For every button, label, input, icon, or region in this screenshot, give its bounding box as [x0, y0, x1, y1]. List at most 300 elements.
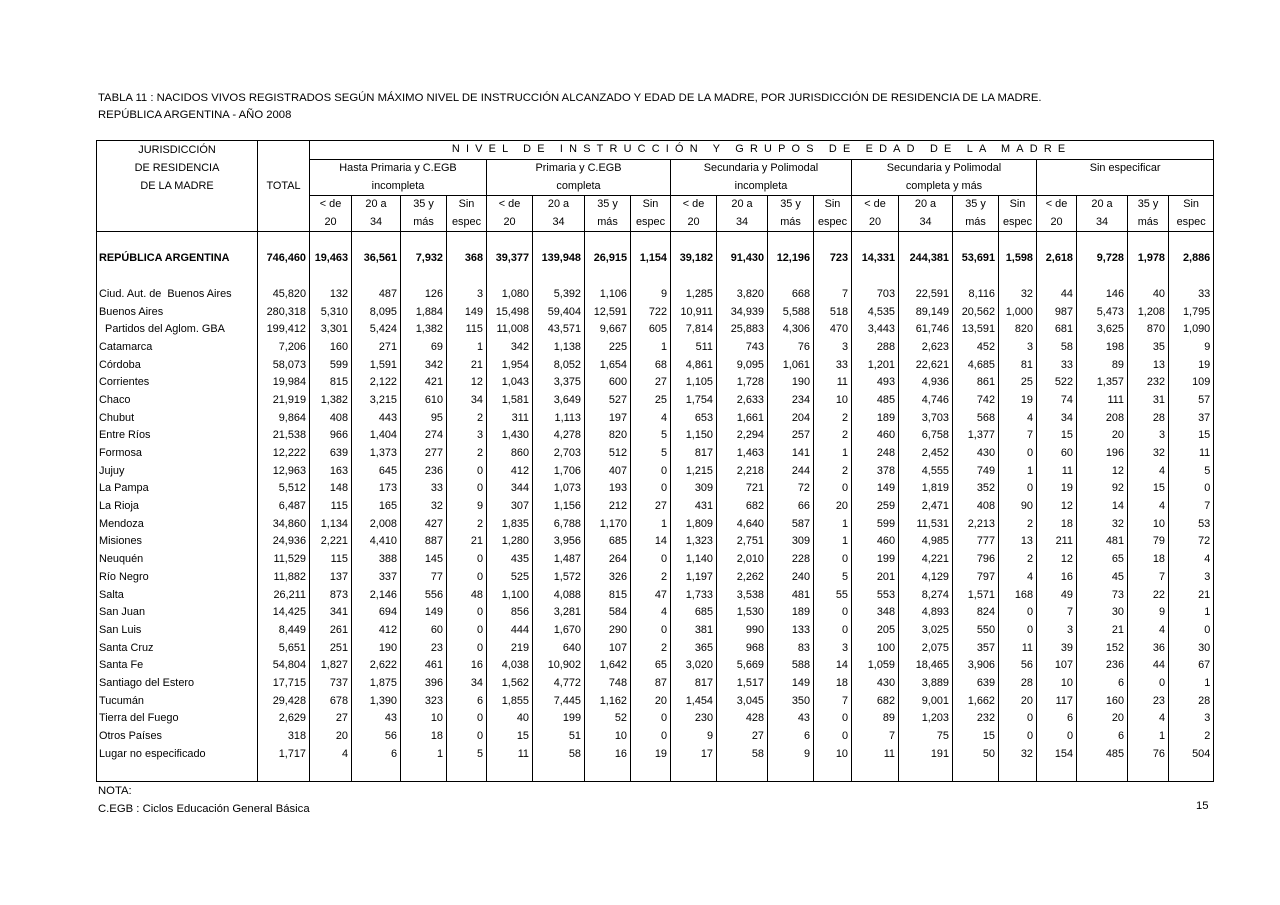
jurisdiction-name: Catamarca [97, 339, 258, 357]
value-cell: 27 [631, 374, 671, 392]
value-cell: 248 [852, 445, 899, 463]
value-cell: 45 [1077, 569, 1128, 587]
sub-header-cell: 35 y [953, 196, 999, 214]
value-cell: 146 [1077, 286, 1128, 304]
value-cell: 6,758 [899, 427, 953, 445]
value-cell: 3 [814, 639, 852, 657]
value-cell: 0 [447, 604, 487, 622]
sub-header-cell: Sin [1169, 196, 1214, 214]
value-cell: 381 [671, 622, 717, 640]
value-cell: 60 [1037, 445, 1077, 463]
value-cell: 76 [1128, 745, 1169, 763]
value-cell: 290 [585, 622, 631, 640]
jurisdiction-name: San Juan [97, 604, 258, 622]
value-cell: 251 [310, 639, 352, 657]
table-row [97, 321, 1214, 339]
sub-header-cell: Sin [631, 196, 671, 214]
value-cell: 2 [447, 409, 487, 427]
value-cell: 33 [1037, 356, 1077, 374]
table-row [97, 374, 1214, 392]
value-cell: 12 [447, 374, 487, 392]
value-cell: 4,555 [899, 462, 953, 480]
page-number: 15 [1196, 800, 1209, 812]
value-cell: 1 [1169, 604, 1214, 622]
value-cell: 2,452 [899, 445, 953, 463]
value-cell: 1,100 [487, 586, 533, 604]
value-cell: 288 [852, 339, 899, 357]
value-cell: 51 [533, 728, 585, 746]
jurisdiction-name: Otros Países [97, 728, 258, 746]
value-cell: 21 [1169, 586, 1214, 604]
juris-header-3: DE LA MADRE [97, 177, 258, 195]
table-title [98, 90, 1042, 124]
value-cell: 19 [1169, 356, 1214, 374]
jurisdiction-name: Chaco [97, 392, 258, 410]
value-cell: 4 [1128, 462, 1169, 480]
value-cell: 527 [585, 392, 631, 410]
value-cell: 742 [953, 392, 999, 410]
value-cell: 27 [310, 710, 352, 728]
value-cell: 817 [671, 675, 717, 693]
value-cell: 2,886 [1169, 250, 1214, 268]
value-cell: 52 [585, 710, 631, 728]
value-cell: 72 [768, 480, 814, 498]
value-cell: 9 [671, 728, 717, 746]
value-cell: 0 [631, 551, 671, 569]
value-cell: 352 [953, 480, 999, 498]
value-cell: 368 [447, 250, 487, 268]
value-cell: 0 [447, 728, 487, 746]
value-cell: 703 [852, 286, 899, 304]
value-cell: 193 [585, 480, 631, 498]
value-cell: 0 [631, 480, 671, 498]
value-cell: 0 [631, 710, 671, 728]
value-cell: 2,751 [717, 533, 768, 551]
value-cell: 4 [999, 569, 1037, 587]
value-cell: 1 [631, 515, 671, 533]
title-line-1: TABLA 11 : NACIDOS VIVOS REGISTRADOS SEGÚN MÁXIMO NIVEL DE INSTRUCCIÓN ALCANZADO Y EDAD DE LA MADRE, POR JURISDICCIÓN DE RESIDENCIA DE LA MADRE. [98, 92, 1042, 104]
value-cell: 1,581 [487, 392, 533, 410]
value-cell: 1,571 [953, 586, 999, 604]
value-cell: 15 [1169, 427, 1214, 445]
value-cell: 115 [310, 551, 352, 569]
value-cell: 56 [999, 657, 1037, 675]
juris-header-1: JURISDICCIÓN [97, 141, 258, 160]
value-cell: 511 [671, 339, 717, 357]
value-cell: 1 [1169, 675, 1214, 693]
value-cell: 15 [1037, 427, 1077, 445]
value-cell: 39,182 [671, 250, 717, 268]
value-cell: 11,008 [487, 321, 533, 339]
value-cell: 640 [533, 639, 585, 657]
value-cell: 2,146 [352, 586, 401, 604]
jurisdiction-name: Partidos del Aglom. GBA [97, 321, 258, 339]
value-cell: 67 [1169, 657, 1214, 675]
value-cell: 2,622 [352, 657, 401, 675]
value-cell: 5 [1169, 462, 1214, 480]
table-row [97, 303, 1214, 321]
value-cell: 682 [852, 692, 899, 710]
value-cell: 257 [768, 427, 814, 445]
jurisdiction-name: Ciud. Aut. de Buenos Aires [97, 286, 258, 304]
sub-header-cell: 34 [899, 214, 953, 232]
sub-header-cell: más [1128, 214, 1169, 232]
value-cell: 28 [1169, 692, 1214, 710]
value-cell: 307 [487, 498, 533, 516]
value-cell: 1,138 [533, 339, 585, 357]
value-cell: 44 [1128, 657, 1169, 675]
value-cell: 91,430 [717, 250, 768, 268]
value-cell: 1,113 [533, 409, 585, 427]
value-cell: 12,196 [768, 250, 814, 268]
value-cell: 4,936 [899, 374, 953, 392]
value-cell: 10 [814, 745, 852, 763]
value-cell: 59,404 [533, 303, 585, 321]
value-cell: 4,640 [717, 515, 768, 533]
group-5-l1: Sin especificar [1037, 159, 1214, 177]
total-cell: 199,412 [258, 321, 310, 339]
sub-header-cell: 20 [852, 214, 899, 232]
value-cell: 173 [352, 480, 401, 498]
value-cell: 1,754 [671, 392, 717, 410]
sub-header-cell: < de [671, 196, 717, 214]
sub-header-cell: espec [631, 214, 671, 232]
value-cell: 69 [401, 339, 447, 357]
value-cell: 7,814 [671, 321, 717, 339]
value-cell: 34 [447, 675, 487, 693]
value-cell: 1,377 [953, 427, 999, 445]
value-cell: 75 [899, 728, 953, 746]
value-cell: 27 [631, 498, 671, 516]
value-cell: 259 [852, 498, 899, 516]
value-cell: 0 [814, 604, 852, 622]
value-cell: 198 [1077, 339, 1128, 357]
value-cell: 682 [717, 498, 768, 516]
value-cell: 3,045 [717, 692, 768, 710]
jurisdiction-name: Neuquén [97, 551, 258, 569]
total-cell: 5,651 [258, 639, 310, 657]
value-cell: 30 [1169, 639, 1214, 657]
value-cell: 271 [352, 339, 401, 357]
value-cell: 15 [1128, 480, 1169, 498]
value-cell: 35 [1128, 339, 1169, 357]
value-cell: 342 [401, 356, 447, 374]
total-cell: 24,936 [258, 533, 310, 551]
table-row [97, 445, 1214, 463]
total-cell: 26,211 [258, 586, 310, 604]
value-cell: 18 [1037, 515, 1077, 533]
value-cell: 796 [953, 551, 999, 569]
table-row [97, 533, 1214, 551]
value-cell: 7 [814, 286, 852, 304]
table-row [97, 427, 1214, 445]
sub-header-cell: 20 a [533, 196, 585, 214]
value-cell: 599 [310, 356, 352, 374]
value-cell: 0 [1169, 622, 1214, 640]
value-cell: 4,535 [852, 303, 899, 321]
value-cell: 34 [447, 392, 487, 410]
total-cell: 318 [258, 728, 310, 746]
jurisdiction-name: San Luis [97, 622, 258, 640]
value-cell: 261 [310, 622, 352, 640]
value-cell: 32 [999, 286, 1037, 304]
value-cell: 20 [310, 728, 352, 746]
value-cell: 160 [1077, 692, 1128, 710]
value-cell: 168 [999, 586, 1037, 604]
value-cell: 1,073 [533, 480, 585, 498]
value-cell: 27 [717, 728, 768, 746]
value-cell: 32 [1077, 515, 1128, 533]
value-cell: 1,357 [1077, 374, 1128, 392]
sub-header-row-1 [97, 196, 1214, 214]
jurisdiction-name: Río Negro [97, 569, 258, 587]
value-cell: 18,465 [899, 657, 953, 675]
value-cell: 12 [1037, 551, 1077, 569]
value-cell: 19,463 [310, 250, 352, 268]
value-cell: 148 [310, 480, 352, 498]
value-cell: 0 [1169, 480, 1214, 498]
value-cell: 189 [768, 604, 814, 622]
value-cell: 7 [814, 692, 852, 710]
sub-header-cell: espec [447, 214, 487, 232]
value-cell: 0 [814, 622, 852, 640]
value-cell: 987 [1037, 303, 1077, 321]
table-row [97, 339, 1214, 357]
value-cell: 53 [1169, 515, 1214, 533]
value-cell: 22 [1128, 586, 1169, 604]
table-row [97, 498, 1214, 516]
total-cell: 17,715 [258, 675, 310, 693]
value-cell: 4,772 [533, 675, 585, 693]
value-cell: 87 [631, 675, 671, 693]
total-cell: 280,318 [258, 303, 310, 321]
value-cell: 443 [352, 409, 401, 427]
value-cell: 694 [352, 604, 401, 622]
value-cell: 412 [352, 622, 401, 640]
value-cell: 1,201 [852, 356, 899, 374]
value-cell: 815 [310, 374, 352, 392]
value-cell: 348 [852, 604, 899, 622]
value-cell: 244,381 [899, 250, 953, 268]
value-cell: 3,625 [1077, 321, 1128, 339]
value-cell: 43,571 [533, 321, 585, 339]
value-cell: 201 [852, 569, 899, 587]
value-cell: 7,445 [533, 692, 585, 710]
value-cell: 9 [447, 498, 487, 516]
value-cell: 3 [1169, 569, 1214, 587]
value-cell: 149 [401, 604, 447, 622]
value-cell: 2 [999, 515, 1037, 533]
value-cell: 1,562 [487, 675, 533, 693]
value-cell: 2 [447, 515, 487, 533]
value-cell: 39 [1037, 639, 1077, 657]
jurisdiction-name: Chubut [97, 409, 258, 427]
value-cell: 219 [487, 639, 533, 657]
value-cell: 5,392 [533, 286, 585, 304]
value-cell: 11,531 [899, 515, 953, 533]
value-cell: 1,280 [487, 533, 533, 551]
value-cell: 1,373 [352, 445, 401, 463]
value-cell: 39,377 [487, 250, 533, 268]
value-cell: 1,382 [401, 321, 447, 339]
value-cell: 1,382 [310, 392, 352, 410]
value-cell: 12,591 [585, 303, 631, 321]
value-cell: 3 [814, 339, 852, 357]
value-cell: 365 [671, 639, 717, 657]
value-cell: 4,746 [899, 392, 953, 410]
sub-header-cell: 20 [487, 214, 533, 232]
value-cell: 90 [999, 498, 1037, 516]
sub-header-cell: espec [1169, 214, 1214, 232]
value-cell: 639 [953, 675, 999, 693]
value-cell: 6 [1077, 728, 1128, 746]
group-4-l2: completa y más [852, 177, 1037, 195]
table-header [97, 141, 1214, 232]
value-cell: 11 [1169, 445, 1214, 463]
value-cell: 160 [310, 339, 352, 357]
value-cell: 568 [953, 409, 999, 427]
value-cell: 32 [401, 498, 447, 516]
value-cell: 2 [814, 427, 852, 445]
value-cell: 721 [717, 480, 768, 498]
value-cell: 481 [768, 586, 814, 604]
value-cell: 1,463 [717, 445, 768, 463]
value-cell: 3,649 [533, 392, 585, 410]
value-cell: 163 [310, 462, 352, 480]
value-cell: 0 [1128, 675, 1169, 693]
total-cell: 5,512 [258, 480, 310, 498]
value-cell: 1,197 [671, 569, 717, 587]
value-cell: 0 [447, 551, 487, 569]
value-cell: 4 [1128, 622, 1169, 640]
table-row [97, 392, 1214, 410]
value-cell: 2,703 [533, 445, 585, 463]
value-cell: 4 [310, 745, 352, 763]
value-cell: 1,203 [899, 710, 953, 728]
sub-header-cell: 34 [352, 214, 401, 232]
jurisdiction-name: Salta [97, 586, 258, 604]
value-cell: 550 [953, 622, 999, 640]
value-cell: 3,820 [717, 286, 768, 304]
value-cell: 3 [999, 339, 1037, 357]
value-cell: 1,154 [631, 250, 671, 268]
value-cell: 14,331 [852, 250, 899, 268]
value-cell: 189 [852, 409, 899, 427]
value-cell: 485 [1077, 745, 1128, 763]
value-cell: 196 [1077, 445, 1128, 463]
value-cell: 190 [352, 639, 401, 657]
value-cell: 1,875 [352, 675, 401, 693]
value-cell: 15,498 [487, 303, 533, 321]
value-cell: 5 [814, 569, 852, 587]
value-cell: 518 [814, 303, 852, 321]
value-cell: 487 [352, 286, 401, 304]
total-cell: 12,222 [258, 445, 310, 463]
sub-header-cell: 20 a [352, 196, 401, 214]
value-cell: 1,061 [768, 356, 814, 374]
value-cell: 587 [768, 515, 814, 533]
sub-header-cell: 34 [533, 214, 585, 232]
value-cell: 31 [1128, 392, 1169, 410]
value-cell: 228 [768, 551, 814, 569]
total-cell: 58,073 [258, 356, 310, 374]
value-cell: 5,424 [352, 321, 401, 339]
value-cell: 4,410 [352, 533, 401, 551]
total-cell: 12,963 [258, 462, 310, 480]
value-cell: 1 [447, 339, 487, 357]
sub-header-cell: más [953, 214, 999, 232]
value-cell: 645 [352, 462, 401, 480]
jurisdiction-name: Santiago del Estero [97, 675, 258, 693]
value-cell: 277 [401, 445, 447, 463]
value-cell: 25 [631, 392, 671, 410]
value-cell: 197 [585, 409, 631, 427]
value-cell: 8,052 [533, 356, 585, 374]
value-cell: 2 [999, 551, 1037, 569]
value-cell: 11 [487, 745, 533, 763]
value-cell: 1 [814, 515, 852, 533]
value-cell: 3,025 [899, 622, 953, 640]
value-cell: 11 [814, 374, 852, 392]
value-cell: 0 [999, 604, 1037, 622]
sub-header-cell: 34 [1077, 214, 1128, 232]
sub-header-cell: espec [814, 214, 852, 232]
value-cell: 444 [487, 622, 533, 640]
sub-header-cell: 20 a [717, 196, 768, 214]
value-cell: 3,375 [533, 374, 585, 392]
value-cell: 553 [852, 586, 899, 604]
value-cell: 1,835 [487, 515, 533, 533]
value-cell: 856 [487, 604, 533, 622]
total-cell: 21,538 [258, 427, 310, 445]
value-cell: 323 [401, 692, 447, 710]
value-cell: 1,105 [671, 374, 717, 392]
value-cell: 421 [401, 374, 447, 392]
total-header: TOTAL [258, 177, 310, 195]
value-cell: 13 [1128, 356, 1169, 374]
value-cell: 16 [447, 657, 487, 675]
value-cell: 211 [1037, 533, 1077, 551]
value-cell: 14 [1077, 498, 1128, 516]
value-cell: 5,310 [310, 303, 352, 321]
group-5-l2 [1037, 177, 1214, 195]
value-cell: 204 [768, 409, 814, 427]
value-cell: 3 [447, 427, 487, 445]
total-cell: 1,717 [258, 745, 310, 763]
value-cell: 860 [487, 445, 533, 463]
value-cell: 107 [585, 639, 631, 657]
value-cell: 23 [1128, 692, 1169, 710]
value-cell: 2,294 [717, 427, 768, 445]
value-cell: 0 [999, 480, 1037, 498]
value-cell: 264 [585, 551, 631, 569]
value-cell: 326 [585, 569, 631, 587]
value-cell: 815 [585, 586, 631, 604]
value-cell: 1,795 [1169, 303, 1214, 321]
value-cell: 470 [814, 321, 852, 339]
value-cell: 6 [447, 692, 487, 710]
value-cell: 1,728 [717, 374, 768, 392]
value-cell: 309 [768, 533, 814, 551]
value-cell: 1,170 [585, 515, 631, 533]
sub-header-cell: < de [310, 196, 352, 214]
value-cell: 1,208 [1128, 303, 1169, 321]
value-cell: 1,855 [487, 692, 533, 710]
value-cell: 344 [487, 480, 533, 498]
value-cell: 1,150 [671, 427, 717, 445]
value-cell: 133 [768, 622, 814, 640]
value-cell: 4 [1169, 551, 1214, 569]
